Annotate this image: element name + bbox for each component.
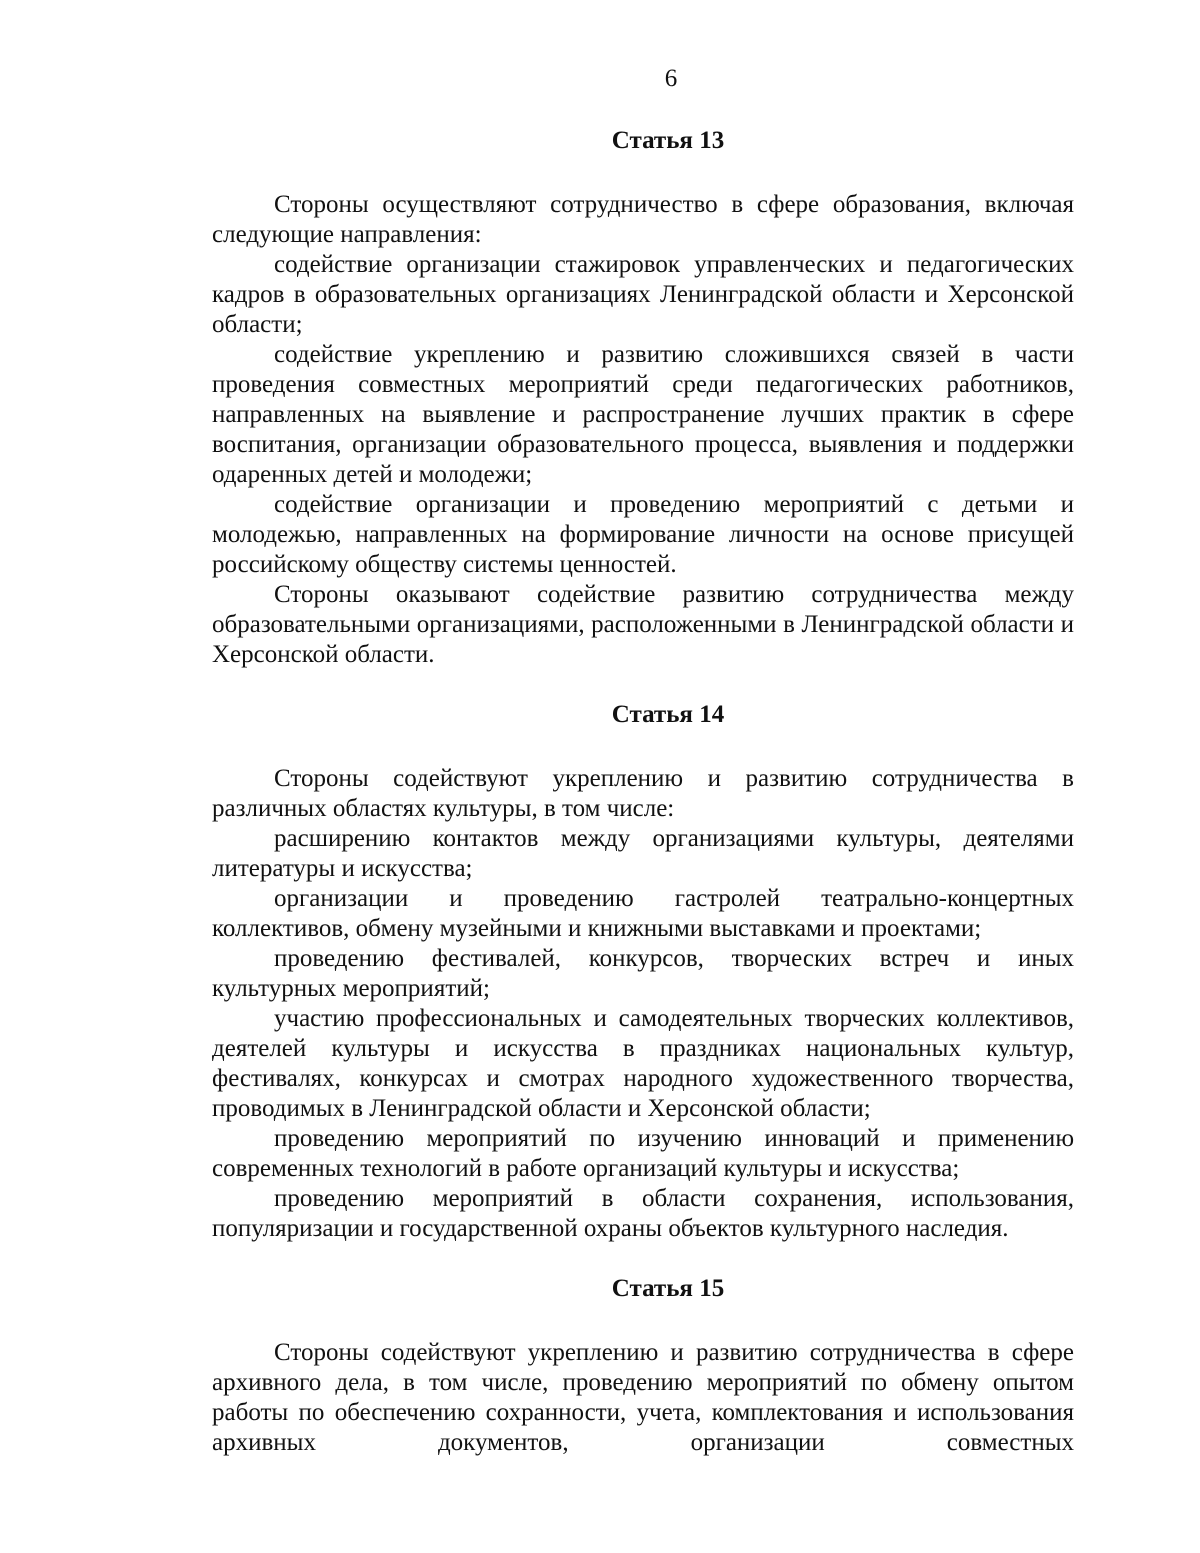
page-number: 6 [664,65,678,92]
article-14 [212,700,1074,1244]
article-13 [212,126,1074,670]
article-title: Статья 13 [611,127,725,154]
paragraph: Стороны осуществляют сотрудничество в сфере образования, включая следующие направления: [212,191,1074,248]
article-title: Статья 14 [611,701,725,728]
paragraph: проведению мероприятий по изучению инноваций и применению современных технологий в работе организаций культуры и искусства; [212,1125,1074,1182]
paragraph: организации и проведению гастролей театрально-концертных коллективов, обмену музейными и книжными выставками и проектами; [212,885,1074,942]
paragraph: расширению контактов между организациями культуры, деятелями литературы и искусства; [212,825,1074,882]
article-15 [212,1274,1074,1458]
paragraph: содействие организации стажировок управленческих и педагогических кадров в образовательных организациях Ленинградской области и Херсонской области; [212,251,1074,338]
paragraph: Стороны содействуют укреплению и развитию сотрудничества в различных областях культуры, в том числе: [212,765,1074,822]
paragraph: Стороны содействуют укреплению и развитию сотрудничества в сфере архивного дела, в том числе, проведению мероприятий по обмену опытом работы по обеспечению сохранности, учета, комплектования и использования архивных документов, организации совместных [212,1339,1074,1456]
paragraph: проведению мероприятий в области сохранения, использования, популяризации и государственной охраны объектов культурного наследия. [212,1185,1074,1242]
paragraph: содействие укреплению и развитию сложившихся связей в части проведения совместных мероприятий среди педагогических работников, направленных на выявление и распространение лучших практик в сфере воспитания, организации образовательного процесса, выявления и поддержки одаренных детей и молодежи; [212,341,1074,488]
paragraph: Стороны оказывают содействие развитию сотрудничества между образовательными организациями, расположенными в Ленинградской области и Херсонской области. [212,581,1074,668]
paragraph: содействие организации и проведению мероприятий с детьми и молодежью, направленных на формирование личности на основе присущей российскому обществу системы ценностей. [212,491,1074,578]
paragraph: участию профессиональных и самодеятельных творческих коллективов, деятелей культуры и искусства в праздниках национальных культур, фестивалях, конкурсах и смотрах народного художественного творчества, проводимых в Ленинградской области и Херсонской области; [212,1005,1074,1122]
paragraph: проведению фестивалей, конкурсов, творческих встреч и иных культурных мероприятий; [212,945,1074,1002]
article-title: Статья 15 [611,1275,725,1302]
document-body [212,126,1074,1458]
